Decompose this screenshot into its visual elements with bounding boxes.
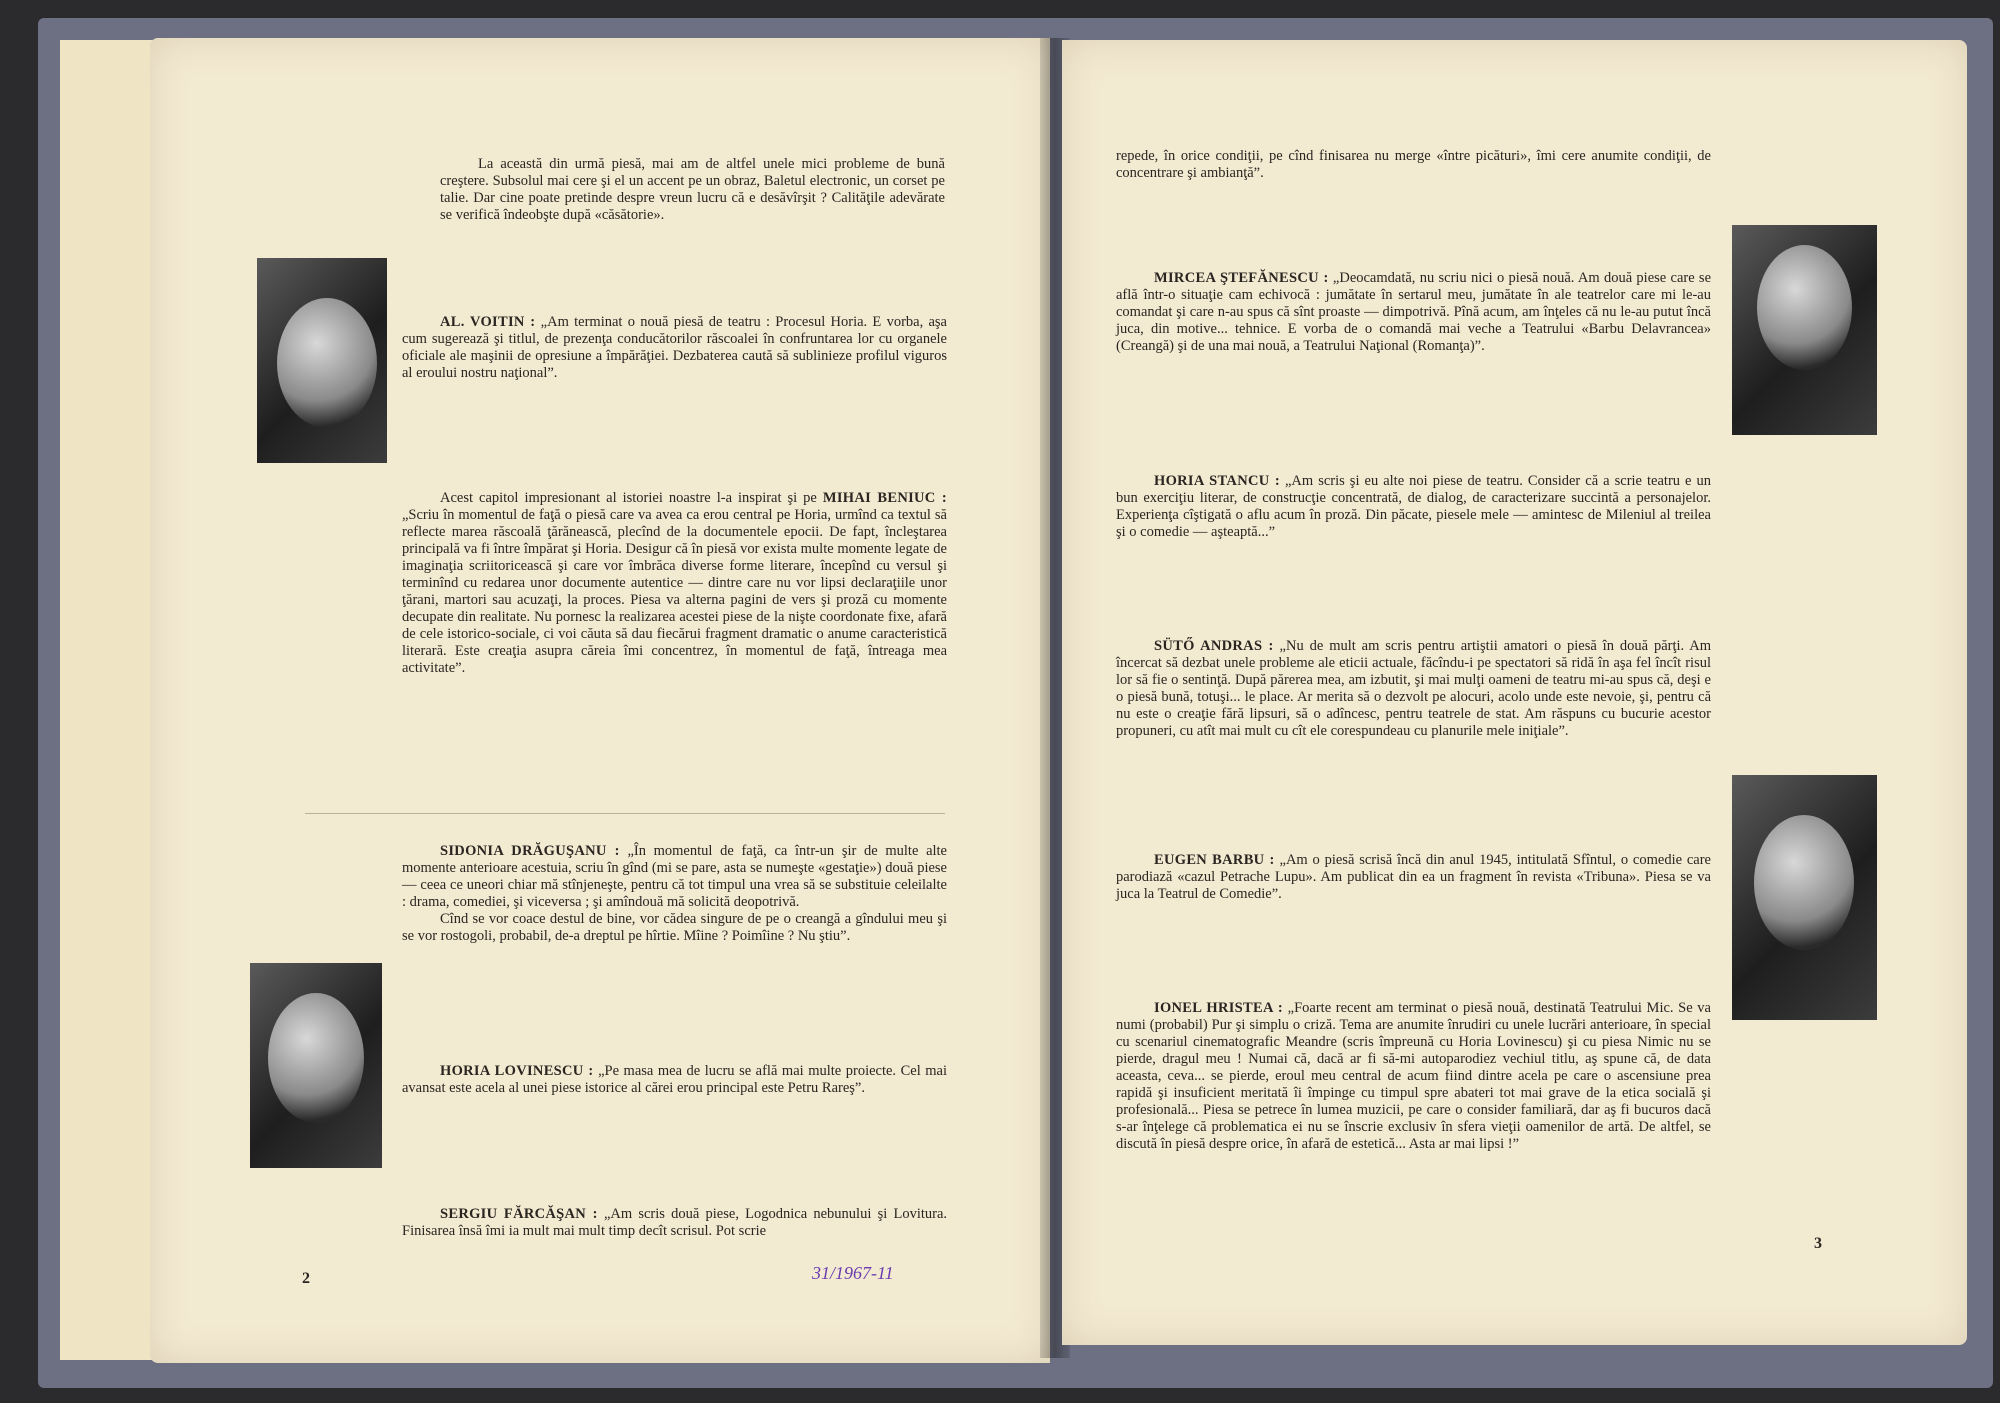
author-statement: „Am o piesă scrisă încă din anul 1945, intitulată Sfîntul, o comedie care parodiază «cazul Petrache Lupu». Am publicat din ea un fragment în revista «Tribuna». Piesa se va juca la Teatrul de Comedie”. <box>1116 852 1711 902</box>
entry-voitin <box>402 314 947 382</box>
entry-suto <box>1116 638 1711 740</box>
author-statement: „Foarte recent am terminat o piesă nouă, destinată Teatrului Mic. Se va numi (probabil) Pur şi simplu o criză. Tema are anumite înrudiri cu unele lucrări anterioare, în special cu scenariul cinematografic Meandre (scris împreună cu Horia Lovinescu) şi cu piesa Nimic nu se pierde, dragul meu ! Numai că, dacă ar fi să-mi autoparodiez vechiul titlu, aş spune că, de data aceasta, ceva... se pierde, eroul meu central de acum fiind dintre acela pe care o ascensiune prea rapidă şi insuficient meritată îi împinge cu timpul spre abateri tot mai grave de la etica socială şi profesională... Piesa se petrece în lumea muzicii, pe care o consider familiară, dar aş fi bucuros dacă s-ar înţelege că problematica ei nu se înscrie exclusiv în sfera vieţii oamenilor de artă. De altfel, se discută în piesă despre orice, în afară de estetică... Asta ar mai lipsi !” <box>1116 1000 1711 1152</box>
continuation-paragraph <box>1116 148 1711 182</box>
portrait-voitin <box>257 258 387 463</box>
portrait-barbu <box>1732 775 1877 1020</box>
author-name: AL. VOITIN : <box>440 314 536 330</box>
entry-stancu <box>1116 473 1711 541</box>
entry-lovinescu <box>402 1063 947 1097</box>
page-number-left: 2 <box>302 1270 310 1287</box>
right-page <box>1062 40 1967 1345</box>
author-statement: „Am terminat o nouă piesă de teatru : Procesul Horia. E vorba, aşa cum sugerează şi titlul, de prezenţa conducătorilor răscoalei în confruntarea lor cu organele oficiale ale maşinii de opresiune a împărăţiei. Dezbaterea caută să sublinieze profilul viguros al eroului nostru naţional”. <box>402 314 947 381</box>
entry-barbu <box>1116 852 1711 903</box>
author-statement-2: Cînd se vor coace destul de bine, vor cădea singure de pe o creangă a gîndului meu şi se vor rostogoli, probabil, de-a dreptul pe hîrtie. Mîine ? Poimîine ? Nu ştiu”. <box>402 911 947 944</box>
continuation-text: repede, în orice condiţii, pe cînd finisarea nu merge «între picături», îmi cere anumite condiţii, de concentrare şi ambianţă”. <box>1116 148 1711 181</box>
author-name: MIHAI BENIUC : <box>822 490 947 506</box>
handwritten-note: 31/1967-11 <box>812 1263 894 1283</box>
author-name: SIDONIA DRĂGUŞANU : <box>440 843 620 859</box>
page-number-right: 3 <box>1814 1235 1822 1252</box>
left-page <box>150 38 1050 1363</box>
author-name: EUGEN BARBU : <box>1154 852 1275 868</box>
author-statement: „Deocamdată, nu scriu nici o piesă nouă. Am două piese care se află într-o situaţie cam echivocă : jumătate în sertarul meu, jumătate în ale teatrelor care mi le-au comandat şi care n-au spus că sînt proaste — dimpotrivă. Pînă acum, am înţeles că nu le-au putut încă juca, din motive... tehnice. E vorba de o comandă mai veche a Teatrului «Barbu Delavrancea» (Creangă) şi de una mai nouă, a Teatrului Naţional (Romanţa)”. <box>1116 270 1712 354</box>
author-statement: „În momentul de faţă, ca într-un şir de multe alte momente anterioare acestuia, scriu în gînd (mi se pare, asta se numeşte «gestaţie») două piese — ceea ce uneori chiar mă stînjeneşte, pentru că tot timpul una vrea să se substituie celeilalte : drama, comediei, şi viceversa ; şi amîndouă mă solicită deopotrivă. <box>402 843 947 910</box>
entry-beniuc <box>402 490 947 677</box>
author-name: SERGIU FĂRCĂŞAN : <box>440 1206 598 1222</box>
intro-paragraph <box>440 156 945 224</box>
author-statement: „Am scris două piese, Logodnica nebunului şi Lovitura. Finisarea însă îmi ia mult mai mult timp decît scrisul. Pot scrie <box>402 1206 948 1239</box>
intro-text: La această din urmă piesă, mai am de altfel unele mici probleme de bună creştere. Subsolul mai cere şi el un accent pe un obraz, Baletul electronic, un corset pe talie. Dar cine poate pretinde despre vreun lucru că e desăvîrşit ? Calităţile adevărate se verifică îndeobşte după «căsătorie». <box>440 156 945 223</box>
entry-dragusanu <box>402 843 947 945</box>
entry-hristea <box>1116 1000 1711 1153</box>
entry-farcasan <box>402 1206 947 1240</box>
author-name: MIRCEA ŞTEFĂNESCU : <box>1154 270 1329 286</box>
portrait-stefanescu <box>1732 225 1877 435</box>
section-divider <box>305 813 945 814</box>
portrait-lovinescu <box>250 963 382 1168</box>
intro-line: Acest capitol impresionant al istoriei noastre l-a inspirat şi pe <box>440 490 817 506</box>
author-statement: „Am scris şi eu alte noi piese de teatru. Consider că a scrie teatru e un bun exerciţiu literar, de construcţie concentrată, de dialog, de caracterizare succintă a personajelor. Experienţa cîştigată o aflu acum în proză. Din păcate, piesele mele — amintesc de Mileniul al treilea şi o comedie — aşteaptă...” <box>1116 473 1712 540</box>
author-statement: „Scriu în momentul de faţă o piesă care va avea ca erou central pe Horia, urmînd ca textul să reflecte marea răscoală ţărănească, plecînd de la documentele epocii. De fapt, încleştarea principală va fi între împărat şi Horia. Desigur că în piesă vor exista multe momente legate de imaginaţia scriitoricească şi care vor îmbrăca diverse forme literare, începînd cu versul şi terminînd cu redarea unor documente autentice — dintre care nu vor lipsi declaraţiile unor ţărani, martori sau acuzaţi, la proces. Piesa va alterna pagini de vers şi proză cu momente decupate din realitate. Nu pornesc la realizarea acestei piese de la nişte coordonate fixe, afară de cele istorico-sociale, ci voi căuta să dau fiecărui fragment dramatic o anume caracteristică literară. Este creaţia asupra căreia îmi concentrez, în momentul de faţă, întreaga mea activitate”. <box>402 507 947 676</box>
author-name: HORIA LOVINESCU : <box>440 1063 594 1079</box>
author-statement: „Nu de mult am scris pentru artiştii amatori o piesă în două părţi. Am încercat să dezbat unele probleme ale eticii actuale, făcîndu-i pe spectatori să ridă în aşa fel încît risul lor să fie o sentinţă. După părerea mea, am izbutit, şi mai mulţi oameni de teatru mi-au spus că, deşi e o piesă bună, totuşi... le place. Ar merita să o dezvolt pe alocuri, acolo unde este nevoie, şi, pentru că nu este o creaţie fără lipsuri, să o adîncesc, pentru teatrele de stat. Am răspuns cu bucurie acestor propuneri, cu atît mai mult cu cît ele corespundeau cu planurile mele iniţiale”. <box>1116 638 1711 739</box>
author-name: SÜTŐ ANDRAS : <box>1154 638 1274 654</box>
author-statement: „Pe masa mea de lucru se află mai multe proiecte. Cel mai avansat este acela al unei piese istorice al cărei erou principal este Petru Rareş”. <box>402 1063 947 1096</box>
entry-stefanescu <box>1116 270 1711 355</box>
author-name: HORIA STANCU : <box>1154 473 1280 489</box>
author-name: IONEL HRISTEA : <box>1154 1000 1284 1016</box>
